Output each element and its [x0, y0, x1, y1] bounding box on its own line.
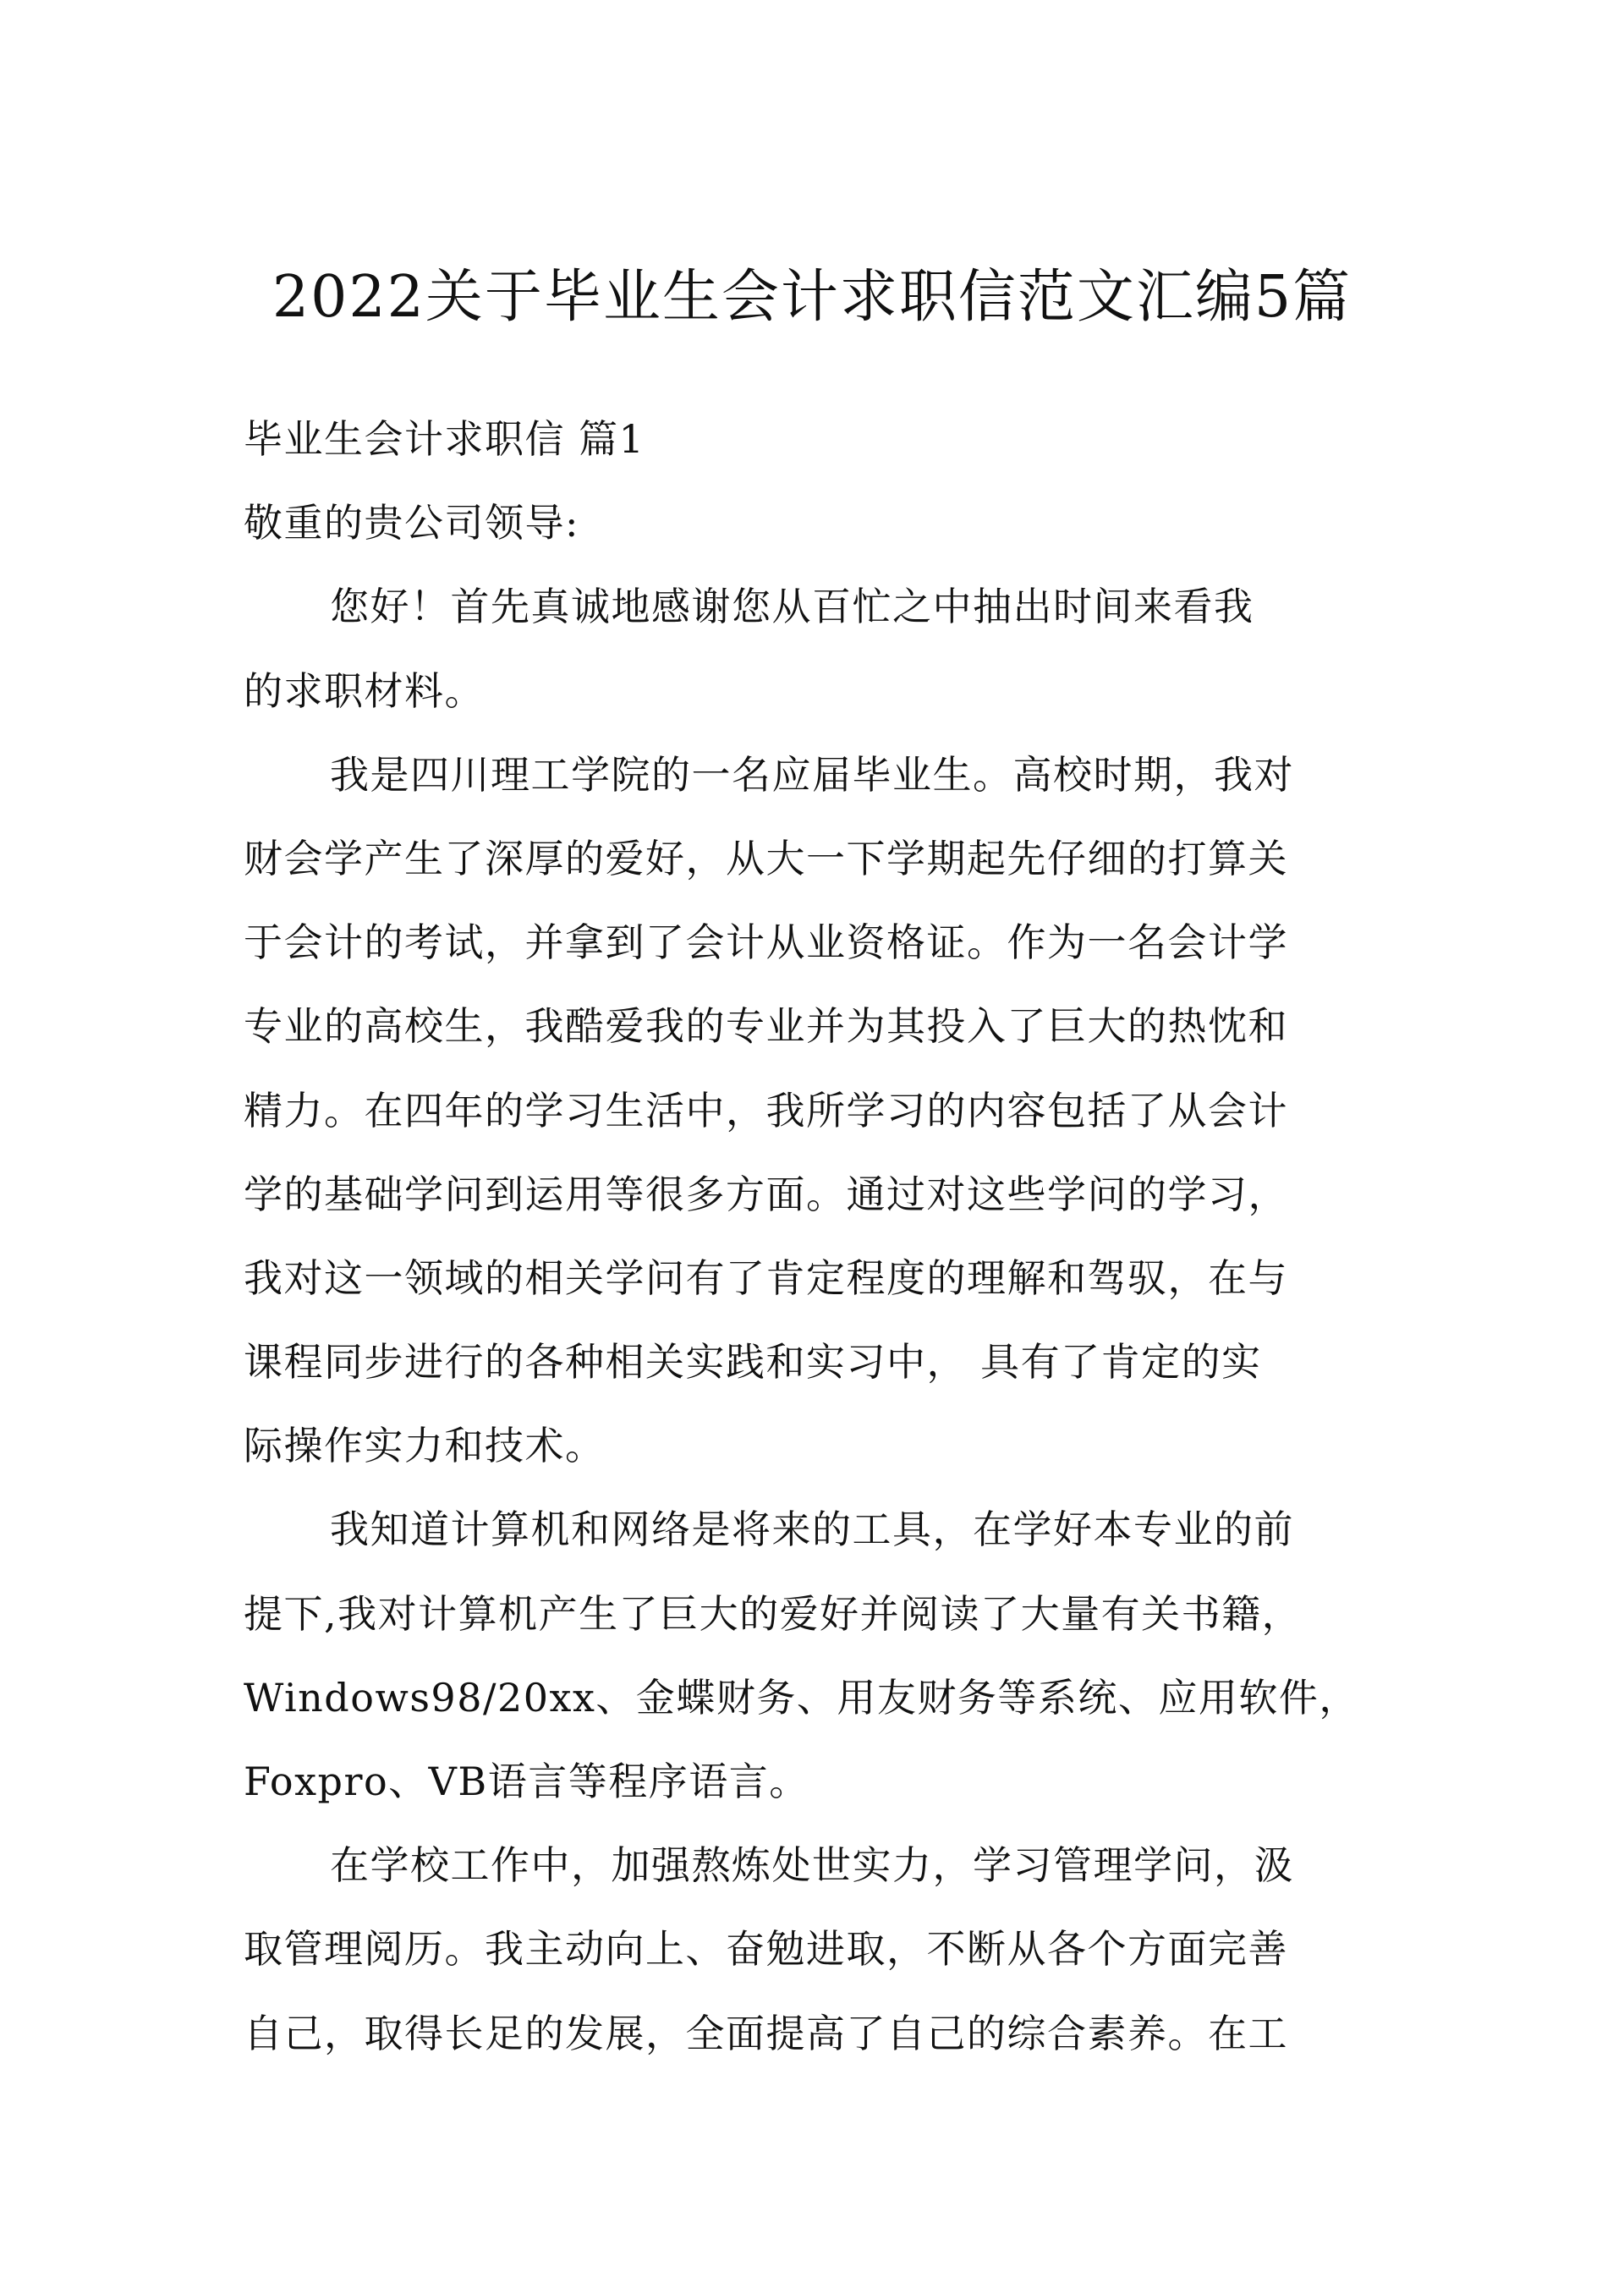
paragraph-line: 于会计的考试，并拿到了会计从业资格证。作为一名会计学 — [244, 919, 1288, 966]
paragraph-line: 财会学产生了深厚的爱好，从大一下学期起先仔细的打算关 — [244, 835, 1288, 881]
paragraph-line: 我知道计算机和网络是将来的工具，在学好本专业的前 — [330, 1506, 1294, 1553]
paragraph-line: 自己，取得长足的发展，全面提高了自己的综合素养。在工 — [244, 2010, 1288, 2056]
paragraph-line: 在学校工作中，加强熬炼处世实力，学习管理学问，汲 — [330, 1842, 1294, 1889]
paragraph-line: 课程同步进行的各种相关实践和实习中， 具有了肯定的实 — [244, 1339, 1262, 1386]
paragraph-line: 际操作实力和技术。 — [244, 1423, 606, 1469]
paragraph-line: Foxpro、VB语言等程序语言。 — [244, 1759, 809, 1804]
paragraph-line: 取管理阅历。我主动向上、奋勉进取，不断从各个方面完善 — [244, 1926, 1288, 1973]
document-title: 2022关于毕业生会计求职信范文汇编5篇 — [272, 264, 1352, 331]
paragraph-line: 专业的高校生，我酷爱我的专业并为其投入了巨大的热忱和 — [244, 1003, 1288, 1050]
paragraph-line: 精力。在四年的学习生活中，我所学习的内容包括了从会计 — [244, 1087, 1288, 1133]
paragraph-line: 我对这一领域的相关学问有了肯定程度的理解和驾驭，在与 — [244, 1254, 1288, 1301]
paragraph-line: 学的基础学问到运用等很多方面。通过对这些学问的学习， — [244, 1171, 1288, 1217]
salutation: 敬重的贵公司领导: — [244, 500, 579, 546]
paragraph-line: 提下,我对计算机产生了巨大的爱好并阅读了大量有关书籍， — [244, 1590, 1303, 1637]
section-heading: 毕业生会计求职信 篇1 — [244, 416, 645, 462]
paragraph-line: 您好！首先真诚地感谢您从百忙之中抽出时间来看我 — [330, 584, 1254, 630]
paragraph-line: Windows98/20xx、金蝶财务、用友财务等系统、应用软件， — [244, 1674, 1359, 1720]
paragraph-line: 我是四川理工学院的一名应届毕业生。高校时期，我对 — [330, 751, 1294, 798]
paragraph-line: 的求职材料。 — [244, 667, 485, 714]
document-body — [244, 398, 1380, 2076]
